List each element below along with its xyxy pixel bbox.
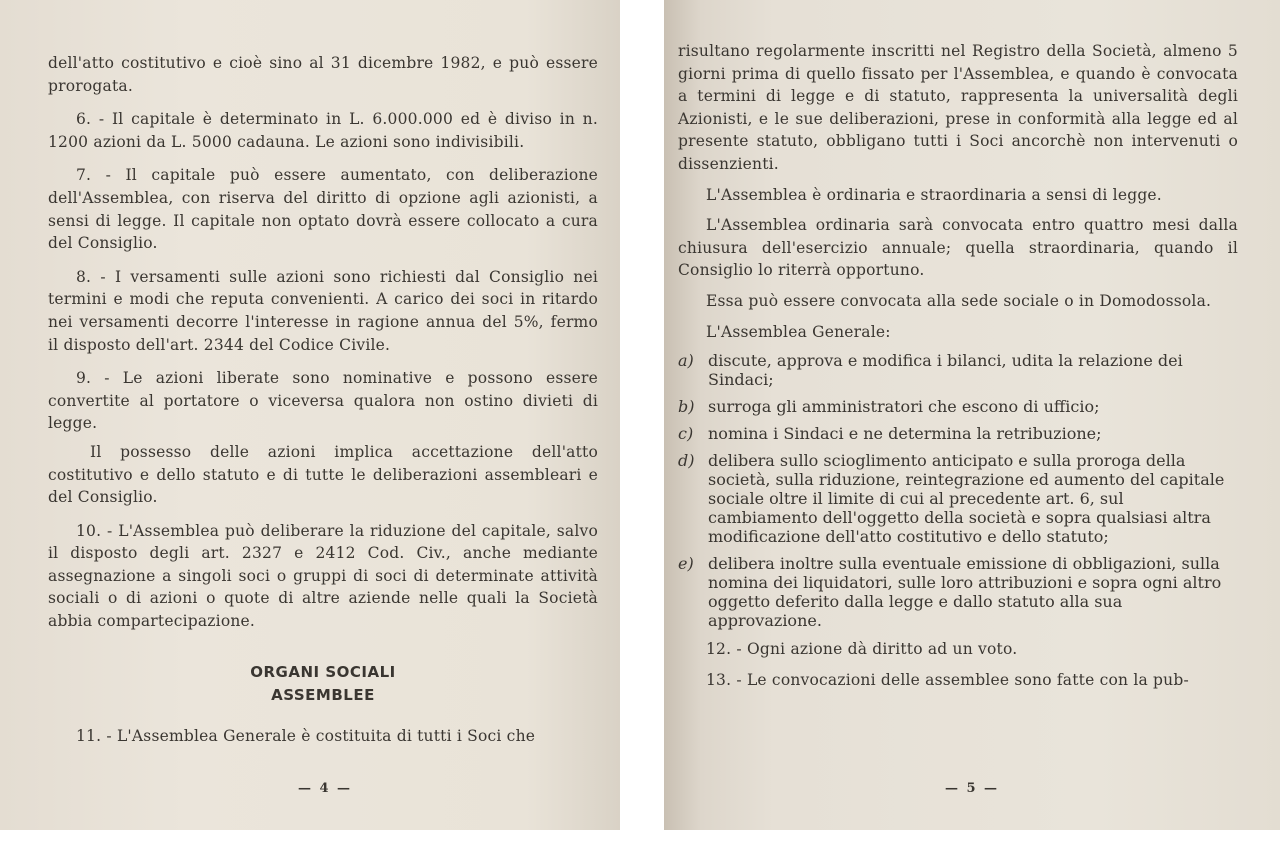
page-number: — 4 — — [297, 781, 353, 796]
paragraph: Il possesso delle azioni implica accettazione dell'atto costitutivo e dello statuto e di tutte le deliberazioni assembleari e del Consiglio. — [48, 442, 598, 507]
list-item — [678, 351, 1238, 389]
list-letter: e) — [678, 554, 694, 574]
list-letter: b) — [678, 397, 695, 417]
list-letter: a) — [678, 351, 694, 371]
list-item — [678, 397, 1238, 416]
section-headings — [48, 661, 598, 707]
paragraph: 11. - L'Assemblea Generale è costituita di tutti i Soci che — [76, 726, 536, 745]
paragraph: 9. - Le azioni liberate sono nominative e possono essere convertite al portatore o viceversa qualora non ostino divieti di legge. — [48, 369, 598, 433]
right-page — [664, 0, 1280, 830]
list-item — [678, 554, 1238, 630]
list-letter: c) — [678, 424, 694, 444]
page-number: — 5 — — [944, 781, 1000, 796]
list-text: delibera inoltre sulla eventuale emissione di obbligazioni, sulla nomina dei liquidatori, sulle loro attribuzioni e sopra ogni altro oggetto deferito dalla legge e dallo statuto alla sua approvazione. — [708, 554, 1222, 631]
section-subheading: ASSEMBLEE — [271, 685, 375, 704]
paragraph: 7. - Il capitale può essere aumentato, con deliberazione dell'Assemblea, con riserva del diritto di opzione agli azionisti, a sensi di legge. Il capitale non optato dovrà essere collocato a cura del Consiglio. — [48, 166, 598, 253]
paragraph: 8. - I versamenti sulle azioni sono richiesti dal Consiglio nei termini e modi che reputa convenienti. A carico dei soci in ritardo nei versamenti decorre l'interesse in ragione annua del 5%, fermo il disposto dell'art. 2344 del Codice Civile. — [48, 267, 598, 354]
list-text: surroga gli amministratori che escono di ufficio; — [708, 397, 1100, 417]
paragraph: 6. - Il capitale è determinato in L. 6.000.000 ed è diviso in n. 1200 azioni da L. 5000 cadauna. Le azioni sono indivisibili. — [48, 110, 598, 151]
paragraph: risultano regolarmente inscritti nel Registro della Società, almeno 5 giorni prima di quello fissato per l'Assemblea, e quando è convocata a termini di legge e di statuto, rappresenta la universalità degli Azionisti, e le sue deliberazioni, prese in conformità alla legge ed al presente statuto, obbligano tutti i Soci ancorchè non intervenuti o dissenzienti. — [678, 42, 1238, 173]
list-text: nomina i Sindaci e ne determina la retribuzione; — [708, 424, 1102, 444]
list-letter: d) — [678, 451, 695, 471]
paragraph: L'Assemblea Generale: — [706, 322, 891, 341]
paragraph: 10. - L'Assemblea può deliberare la riduzione del capitale, salvo il disposto degli art. 2327 e 2412 Cod. Civ., anche mediante assegnazione a singoli soci o gruppi di soci di determinate attività sociali o di azioni o quote di altre aziende nelle quali la Società abbia compartecipazione. — [48, 521, 598, 631]
paragraph: L'Assemblea è ordinaria e straordinaria a sensi di legge. — [706, 185, 1162, 204]
paragraph: Essa può essere convocata alla sede sociale o in Domodossola. — [706, 291, 1212, 310]
list-text: delibera sullo scioglimento anticipato e sulla proroga della società, sulla riduzione, reintegrazione ed aumento del capitale sociale oltre il limite di cui al precedente art. 6, sul cambiamento dell'oggetto della società e sopra qualsiasi altra modificazione dell'atto costitutivo e dello statuto; — [708, 451, 1225, 547]
paragraph: 13. - Le convocazioni delle assemblee sono fatte con la pub- — [706, 670, 1189, 689]
list-item — [678, 424, 1238, 443]
list-item — [678, 451, 1238, 546]
list-text: discute, approva e modifica i bilanci, udita la relazione dei Sindaci; — [708, 351, 1183, 390]
section-heading: ORGANI SOCIALI — [250, 662, 396, 681]
paragraph: L'Assemblea ordinaria sarà convocata entro quattro mesi dalla chiusura dell'esercizio annuale; quella straordinaria, quando il Consiglio lo riterrà opportuno. — [678, 216, 1238, 280]
left-page — [0, 0, 620, 830]
paragraph: dell'atto costitutivo e cioè sino al 31 dicembre 1982, e può essere prorogata. — [48, 54, 598, 95]
paragraph: 12. - Ogni azione dà diritto ad un voto. — [706, 640, 1018, 659]
